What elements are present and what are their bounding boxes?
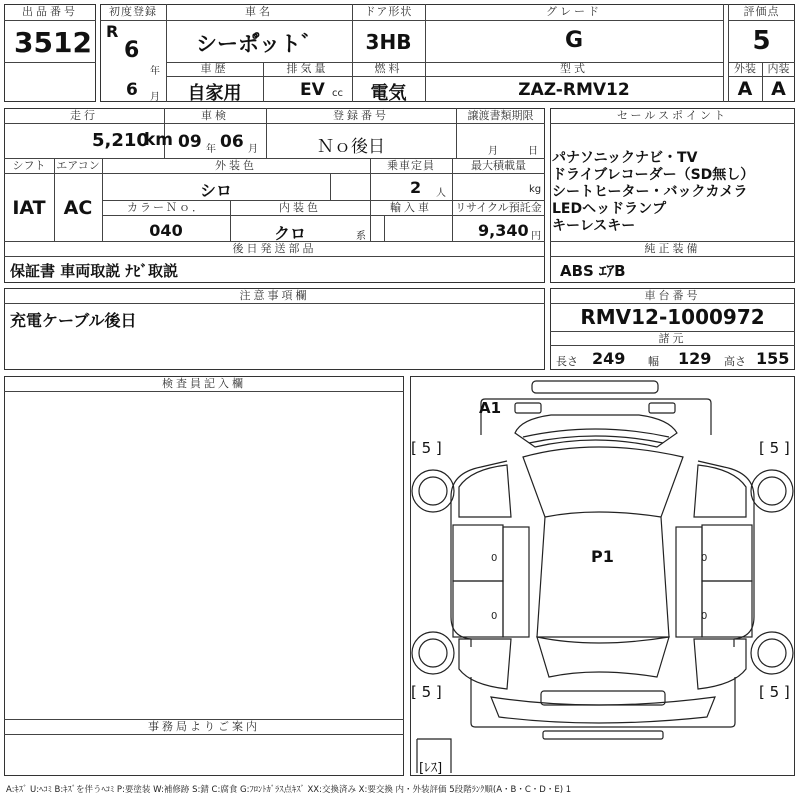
score-label: 評価点 [743,5,780,18]
tire-front-right: [ 5 ] [759,439,790,457]
damage-code-a1: A1 [479,399,502,417]
inspector-label: 検査員記入欄 [162,377,246,390]
chassis-label: 車台番号 [644,289,701,302]
inspection-label: 車検 [201,109,229,122]
max-load-label: 最大積載量 [471,159,526,172]
capacity-value: 2 [410,178,422,197]
reg-year-unit: 年 [150,66,160,77]
model-value: ZAZ-RMV12 [518,80,630,100]
genuine-label: 純正装備 [644,242,701,255]
shift-value: IAT [12,197,46,219]
color-no-label: カラーＮｏ． [127,201,205,214]
car-name-label: 車名 [245,5,273,18]
color-value: シロ [199,181,232,200]
recycle-label: リサイクル預託金 [455,201,542,214]
reg-month: 6 [126,80,138,100]
reg-label: 初度登録 [109,5,157,18]
mileage-unit: km [144,130,174,150]
displacement-value: EV [300,80,325,100]
mileage-value: 5,210 [92,130,149,151]
capacity-unit: 人 [436,188,446,199]
registration-value: Ｎｏ後日 [317,137,385,157]
fuel-value: 電気 [370,83,407,104]
max-load-unit: kg [529,184,542,195]
spare-tire: [ﾚｽ] [419,761,443,776]
inspection-year-unit: 年 [206,144,216,155]
tire-rear-right: [ 5 ] [759,683,790,701]
transfer-month-unit: 月 [488,146,498,157]
reg-month-unit: 月 [150,92,160,103]
registration-label: 登録番号 [333,109,389,122]
interior-label: 内装色 [279,201,321,214]
ext-label: 外装 [734,62,756,75]
lot-label: 出品番号 [22,5,78,18]
fuel-label: 燃料 [374,62,403,75]
sales-point: シートヒーター・バックカメラ [552,184,748,200]
width-label: 幅 [648,355,659,368]
model-label: 型式 [560,62,588,75]
color-label: 外装色 [215,159,257,172]
notes-label: 注意事項欄 [239,289,310,302]
transfer-label: 譲渡書類期限 [467,109,534,122]
genuine-value: ABS ｴｱB [560,262,626,280]
grade-value: G [564,28,584,53]
later-parts-value: 保証書 車両取説 ﾅﾋﾞ取説 [10,262,178,280]
sales-points-list [552,150,754,235]
zero-mark-right-1: 0 [701,553,708,564]
sales-point: ドライブレコーダー（SD無し） [552,167,755,183]
inspector-box [4,376,404,776]
zero-mark-right-2: 0 [701,611,708,622]
legend-line: A:ｷｽﾞ U:ﾍｺﾐ B:ｷｽﾞを伴うﾍｺﾐ P:要塗装 W:補修跡 S:錆 C:腐食 G:ﾌﾛﾝﾄｶﾞﾗｽ点ｷｽﾞ XX:交換済み X:要交換 内・外装評価 5段階ﾗﾝｸ順(A・B・C・D・E) 1 [6,785,572,795]
car-name: シーポ゚ット゛ [196,32,322,56]
reg-era: R [106,22,119,41]
transfer-day-unit: 日 [528,146,538,157]
mileage-label: 走行 [70,109,98,122]
aircon-label: エアコン [56,159,100,172]
width-value: 129 [678,349,712,368]
sales-point: パナソニックナビ・TV [552,150,698,166]
history-label: 車歴 [200,62,229,75]
grade-label: グレード [546,5,602,18]
sales-point: LEDヘッドランプ [552,201,667,217]
inspection-month: 06 [220,132,244,152]
chassis-number: RMV12-1000972 [580,305,765,329]
length-label: 長さ [556,355,578,368]
displacement-label: 排気量 [286,62,329,75]
inspection-month-unit: 月 [248,144,258,155]
door-type: 3HB [365,30,412,54]
car-diagram [410,376,795,776]
office-label: 事務局よりご案内 [148,720,260,733]
capacity-label: 乗車定員 [387,159,435,172]
ext-score: A [737,78,753,100]
height-label: 高さ [724,355,746,368]
import-label: 輸入車 [390,201,432,214]
interior-unit: 系 [356,231,366,242]
aircon-value: AC [63,197,93,219]
length-value: 249 [592,349,626,368]
interior-value: クロ [273,224,306,243]
door-label: ドア形状 [364,5,413,18]
zero-mark-left-1: 0 [491,553,498,564]
inspection-year: 09 [178,132,202,152]
notes-value: 充電ケーブル後日 [10,311,137,330]
score-value: 5 [752,26,771,56]
height-value: 155 [756,349,790,368]
recycle-value: 9,340 [478,221,529,240]
dims-label: 諸元 [658,332,687,345]
lot-number: 3512 [14,26,92,59]
recycle-unit: 円 [531,231,541,242]
zero-mark-left-2: 0 [491,611,498,622]
shift-label: シフト [12,159,46,172]
reg-year: 6 [124,38,140,63]
damage-code-p1: P1 [591,547,614,566]
history-value: 自家用 [187,83,242,104]
later-parts-label: 後日発送部品 [232,242,317,255]
color-no-value: 040 [149,221,183,240]
sales-point: キーレスキー [552,218,636,234]
tire-front-left: [ 5 ] [411,439,442,457]
car-outline-drawing [411,377,794,775]
sales-points-label: セールスポイント [616,109,728,122]
displacement-unit: cc [332,88,343,99]
int-score: A [771,78,786,100]
int-label: 内装 [767,62,790,75]
tire-rear-left: [ 5 ] [411,683,442,701]
